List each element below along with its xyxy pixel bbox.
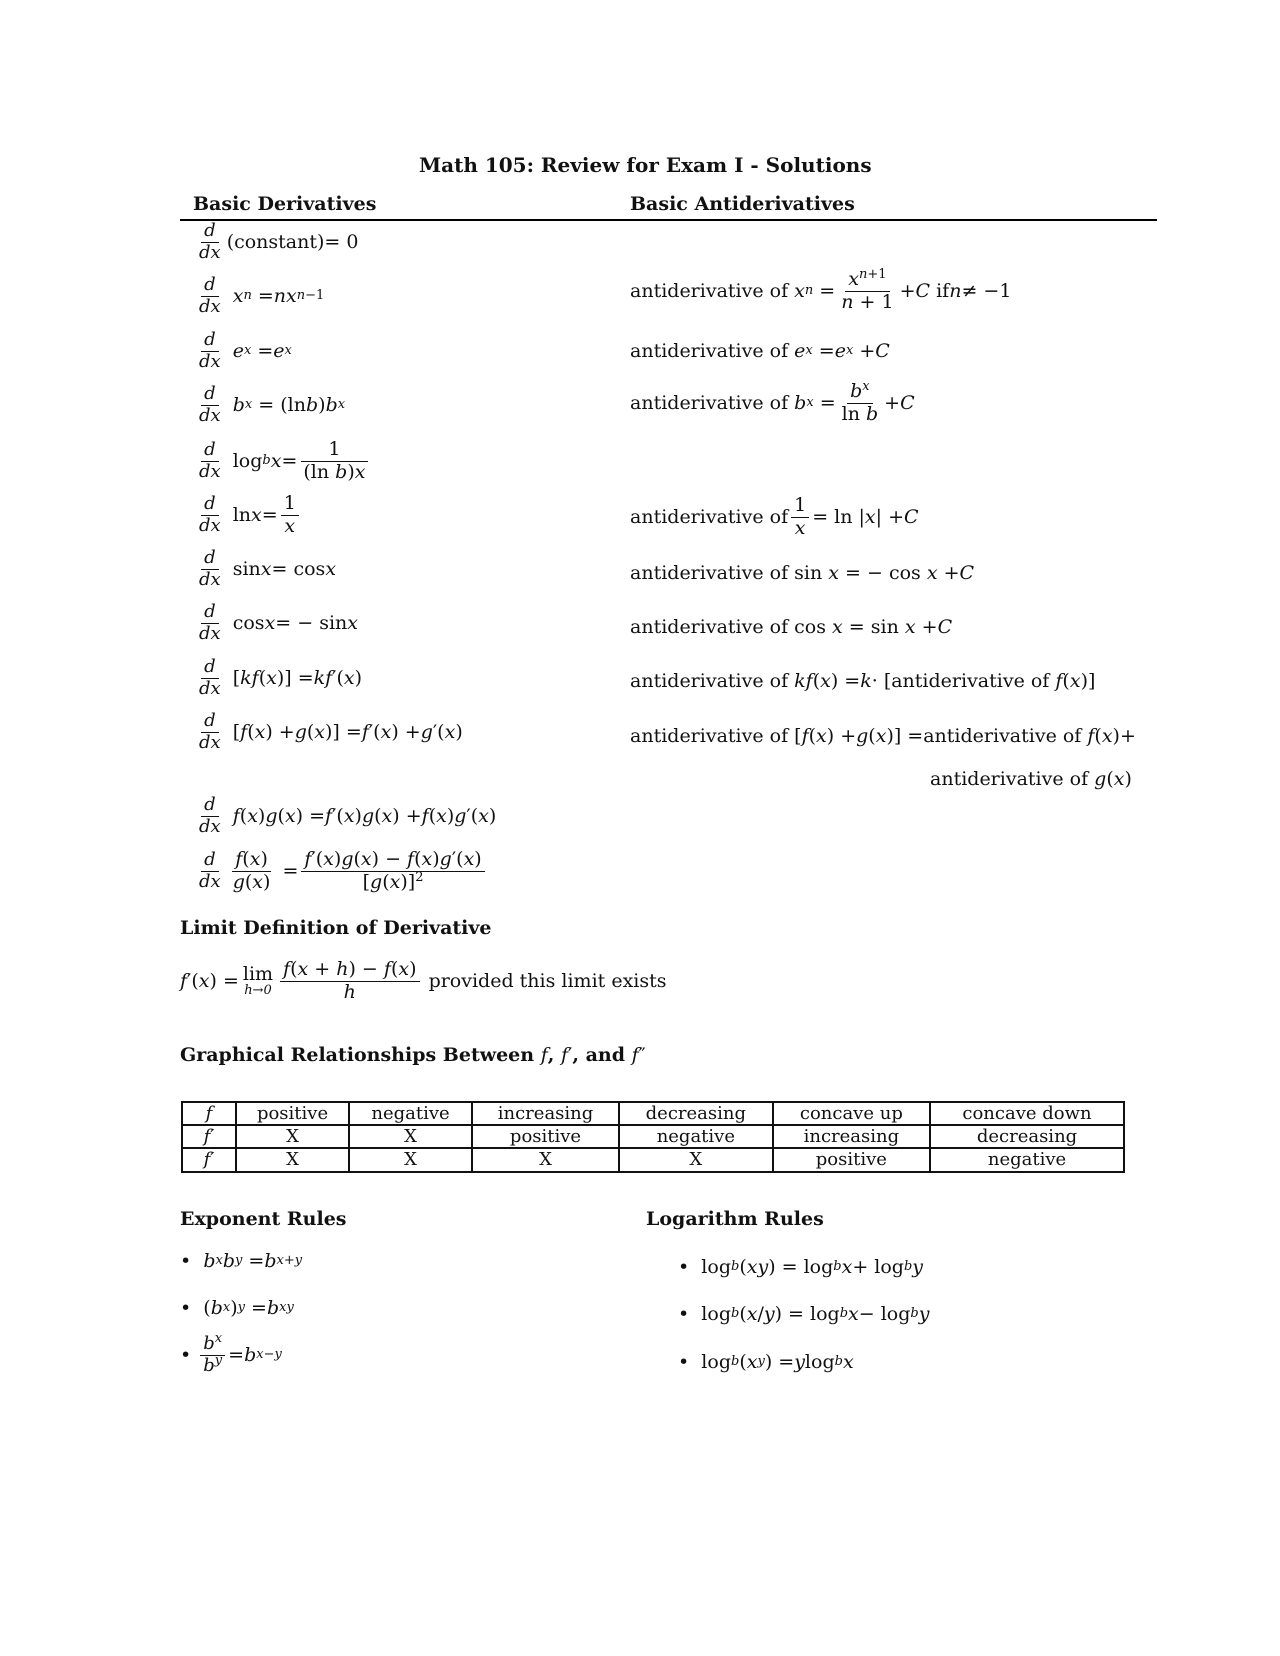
derivative-product: $\frac{d}{dx}$ f ( x ) g ( x ) = f ′( x ) g ( x ) + f ( x ) g ′( x ) <box>199 794 497 837</box>
table-cell: X <box>236 1125 349 1148</box>
table-cell: X <box>349 1125 472 1148</box>
derivative-sin: $\frac{d}{dx}$ sin x = cos x <box>199 547 337 590</box>
table-cell: positive <box>236 1102 349 1125</box>
table-cell: positive <box>472 1125 619 1148</box>
exponent-rules-header: Exponent Rules <box>180 1208 347 1230</box>
table-cell: X <box>472 1148 619 1171</box>
derivative-constant-multiple: $\frac{d}{dx}$ [ kf ( x )] = kf ′( x ) <box>199 656 363 699</box>
derivative-sum: $\frac{d}{dx}$ [ f ( x ) + g ( x )] = f ′( x ) + g ′( x ) <box>199 710 463 753</box>
table-cell: X <box>349 1148 472 1171</box>
table-cell: negative <box>930 1148 1124 1171</box>
logarithm-rules-header: Logarithm Rules <box>646 1208 824 1230</box>
table-cell: X <box>236 1148 349 1171</box>
table-cell: decreasing <box>619 1102 773 1125</box>
table-cell: f′ <box>182 1125 236 1148</box>
graph-relationships-table <box>181 1101 1125 1173</box>
bullet-icon: • <box>180 1297 192 1319</box>
antiderivative-constant-multiple: antiderivative of kf ( x ) = k · [antiderivative of f ( x )] <box>630 670 1096 692</box>
table-cell: concave up <box>773 1102 930 1125</box>
table-row <box>182 1148 1124 1171</box>
table-cell: increasing <box>472 1102 619 1125</box>
antiderivative-reciprocal: antiderivative of $\frac{1}{x}$ = ln | x | + C <box>630 494 919 539</box>
table-row <box>182 1125 1124 1148</box>
derivative-base-exp: $\frac{d}{dx}$ b x = (ln b ) b x <box>199 383 346 426</box>
limit-definition-header: Limit Definition of Derivative <box>180 917 492 939</box>
antiderivative-sum-continued: antiderivative of g ( x ) <box>930 768 1132 790</box>
basic-antiderivatives-header: Basic Antiderivatives <box>630 193 855 215</box>
antiderivative-base-exp: antiderivative of b x = $\frac{b^x}{\text{ln b}}$ + C <box>630 379 915 425</box>
table-cell: decreasing <box>930 1125 1124 1148</box>
derivative-exp: $\frac{d}{dx}$ e x = e x <box>199 329 292 372</box>
bullet-icon: • <box>180 1344 192 1367</box>
antiderivative-power: antiderivative of x n = $\frac{x^{n+1}}{n + 1}$ + C if n ≠ −1 <box>630 267 1012 313</box>
bullet-icon: • <box>678 1303 690 1325</box>
page-title: Math 105: Review for Exam I - Solutions <box>419 153 872 177</box>
table-row <box>182 1102 1124 1125</box>
antiderivative-sum: antiderivative of [ f ( x ) + g ( x )] =antiderivative of f ( x )+ <box>630 725 1136 747</box>
bullet-icon: • <box>180 1250 192 1272</box>
bullet-icon: • <box>678 1351 690 1373</box>
antiderivative-cos: antiderivative of cos x = sin x + C <box>630 616 953 638</box>
antiderivative-exp: antiderivative of e x = e x + C <box>630 340 890 362</box>
derivative-power: $\frac{d}{dx}$ x n = nx n−1 <box>199 274 325 317</box>
exponent-rule-quotient: • $\frac{b^x}{b^y}$ = b x−y <box>180 1331 282 1376</box>
log-rule-quotient: • log b ( x / y ) = log b x − log b y <box>678 1303 930 1325</box>
table-cell: f′ <box>182 1148 236 1171</box>
exponent-rule-power: • ( b x ) y = b xy <box>180 1297 294 1319</box>
table-cell: negative <box>619 1125 773 1148</box>
antiderivative-sin: antiderivative of sin x = − cos x + C <box>630 562 975 584</box>
exponent-rule-product: • b x b y = b x+y <box>180 1250 303 1272</box>
table-cell: positive <box>773 1148 930 1171</box>
header-rule <box>180 219 1157 221</box>
limit-note: provided this limit exists <box>428 970 667 993</box>
table-cell: X <box>619 1148 773 1171</box>
log-rule-product: • log b ( xy ) = log b x + log b y <box>678 1256 924 1278</box>
table-cell: f <box>182 1102 236 1125</box>
basic-derivatives-header: Basic Derivatives <box>193 193 377 215</box>
table-cell: increasing <box>773 1125 930 1148</box>
limit-definition-formula: f ′( x ) = lim h→0 $\frac{f(x + h) - f(x)}{h}$ provided this limit exists <box>180 958 667 1003</box>
bullet-icon: • <box>678 1256 690 1278</box>
derivative-log-b: $\frac{d}{dx}$ log b x = $\frac{1}{\text{(ln b)x}}$ <box>193 440 371 483</box>
derivative-constant: $\frac{d}{dx}$ (constant)= 0 <box>199 220 359 263</box>
log-rule-power: • log b ( x y ) = y log b x <box>678 1351 854 1373</box>
derivative-cos: $\frac{d}{dx}$ cos x = − sin x <box>199 601 358 644</box>
graphical-header: Graphical Relationships Between f , f ′ , and f ″ <box>180 1044 646 1066</box>
derivative-quotient: $\frac{d}{dx}$ $\frac{f(x)}{g(x)}$ = $\frac{f'(x)g(x) - f(x)g'(x)}{[g(x)]^2}$ <box>193 850 488 893</box>
table-cell: concave down <box>930 1102 1124 1125</box>
derivative-ln: $\frac{d}{dx}$ ln x = $\frac{1}{x}$ <box>193 494 302 537</box>
table-cell: negative <box>349 1102 472 1125</box>
